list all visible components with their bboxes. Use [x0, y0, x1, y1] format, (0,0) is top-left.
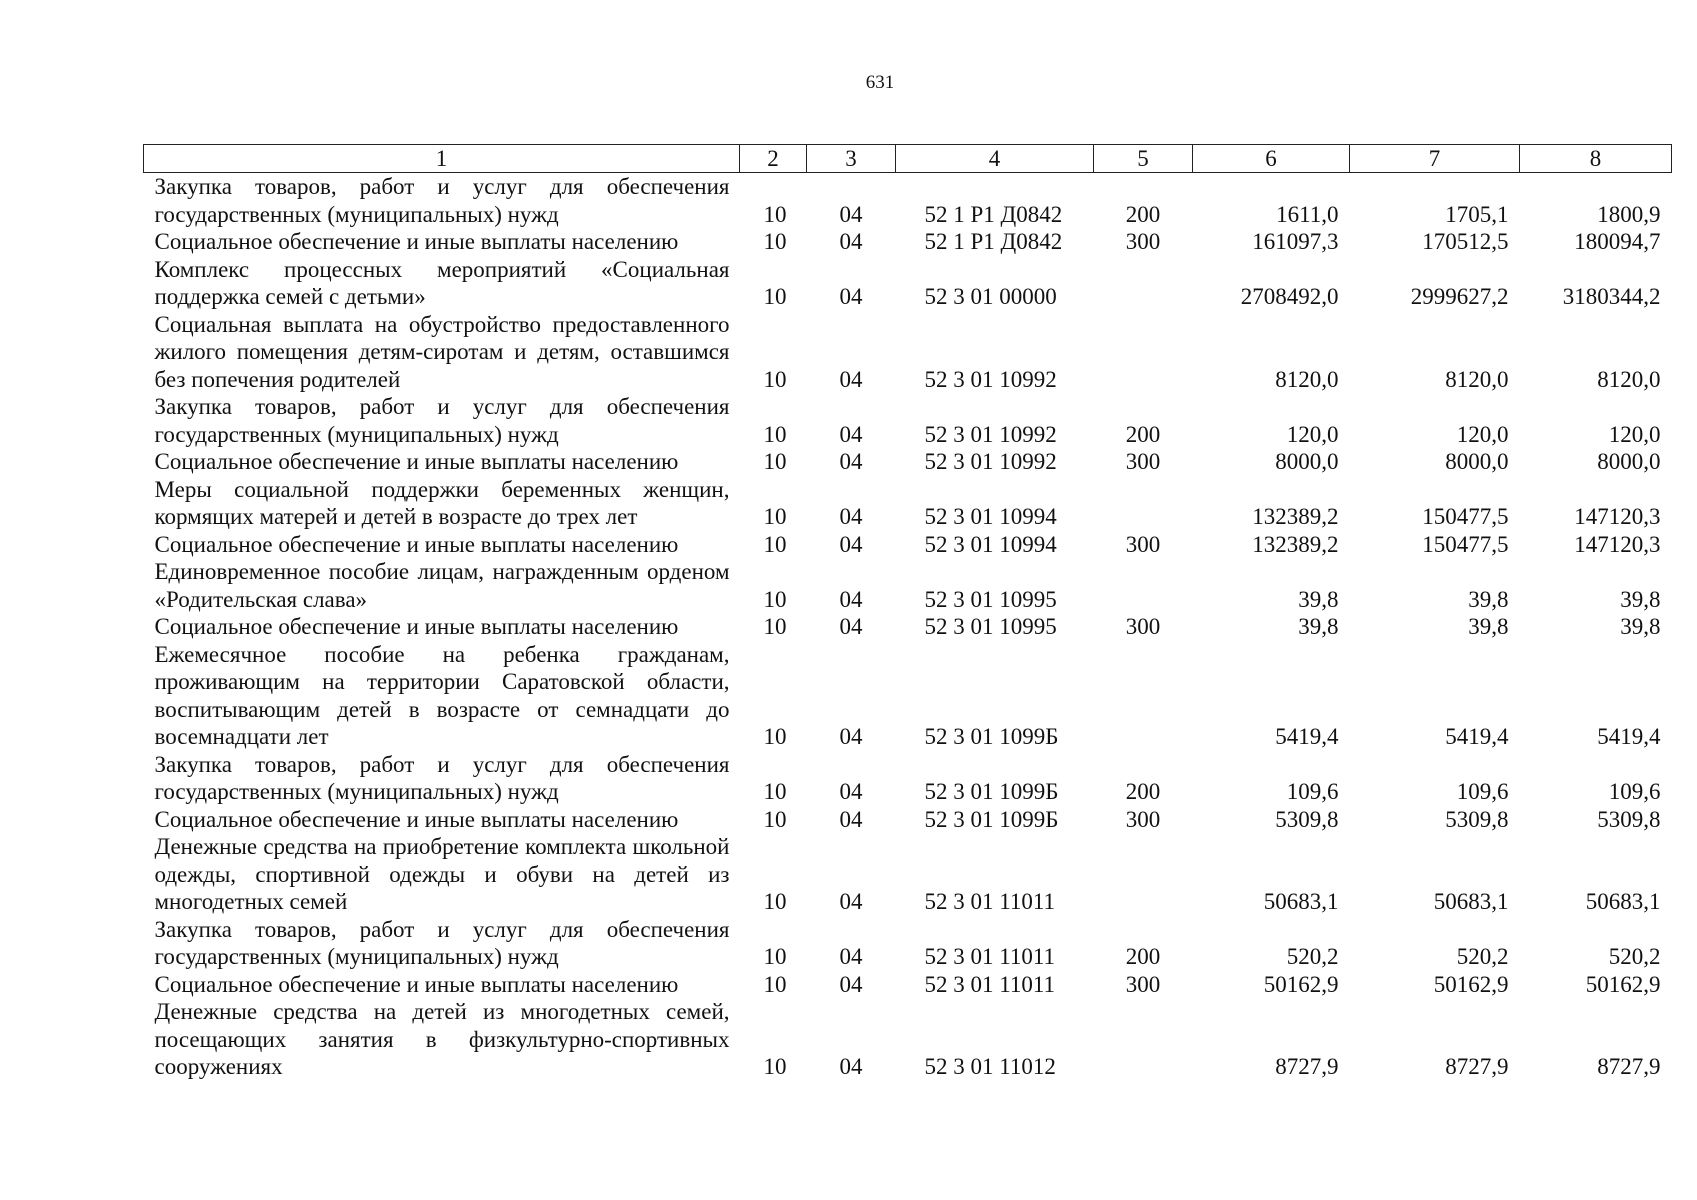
expense-type-code: 300 — [1125, 449, 1161, 474]
subsection-code: 04 — [839, 229, 863, 254]
subsection-code: 04 — [839, 504, 863, 529]
section-code: 10 — [763, 284, 787, 309]
amount-col-7: 39,8 — [1468, 586, 1509, 612]
amount-col-7: 150477,5 — [1422, 531, 1509, 557]
section-code: 10 — [763, 531, 787, 557]
amount-col-7: 120,0 — [1456, 421, 1509, 447]
budget-table — [143, 144, 1672, 1081]
table-row — [144, 256, 1672, 311]
row-name: Закупка товаров, работ и услуг для обеспечения государственных (муниципальных) нужд — [154, 394, 730, 447]
expense-type-code: 300 — [1125, 971, 1161, 997]
section-code: 10 — [763, 971, 787, 997]
target-article-code: 52 3 01 10995 — [924, 614, 1057, 639]
amount-col-6: 5419,4 — [1275, 724, 1339, 749]
table-row — [144, 173, 1672, 229]
row-name: Закупка товаров, работ и услуг для обеспечения государственных (муниципальных) нужд — [154, 174, 730, 227]
amount-col-6: 8120,0 — [1275, 366, 1339, 392]
amount-col-7: 5309,8 — [1445, 806, 1509, 832]
amount-col-8: 50683,1 — [1585, 889, 1661, 914]
subsection-code: 04 — [839, 724, 863, 749]
section-code: 10 — [763, 779, 787, 804]
amount-col-6: 8000,0 — [1275, 449, 1339, 474]
row-name: Социальное обеспечение и иные выплаты населению — [154, 449, 679, 474]
table-row — [144, 448, 1672, 476]
table-row — [144, 476, 1672, 531]
column-header-6: 6 — [1193, 145, 1350, 173]
amount-col-8: 8120,0 — [1597, 366, 1661, 392]
table-row — [144, 558, 1672, 613]
section-code: 10 — [763, 201, 787, 227]
target-article-code: 52 3 01 00000 — [924, 284, 1057, 309]
section-code: 10 — [763, 806, 787, 832]
target-article-code: 52 3 01 1099Б — [924, 724, 1059, 749]
expense-type-code: 200 — [1125, 201, 1161, 227]
table-row — [144, 393, 1672, 448]
target-article-code: 52 3 01 10992 — [924, 366, 1057, 392]
row-name: Социальное обеспечение и иные выплаты населению — [154, 614, 679, 639]
target-article-code: 52 3 01 10992 — [924, 449, 1057, 474]
target-article-code: 52 3 01 11011 — [924, 889, 1056, 914]
section-code: 10 — [763, 449, 787, 474]
amount-col-6: 8727,9 — [1275, 1054, 1339, 1079]
row-name: Закупка товаров, работ и услуг для обеспечения государственных (муниципальных) нужд — [154, 751, 730, 804]
target-article-code: 52 3 01 10992 — [924, 421, 1057, 447]
target-article-code: 52 3 01 1099Б — [924, 779, 1059, 804]
table-row — [144, 833, 1672, 916]
subsection-code: 04 — [839, 201, 863, 227]
column-header-8: 8 — [1520, 145, 1672, 173]
table-row — [144, 971, 1672, 999]
subsection-code: 04 — [839, 889, 863, 914]
amount-col-8: 8000,0 — [1597, 449, 1661, 474]
table-row — [144, 228, 1672, 256]
target-article-code: 52 3 01 11011 — [924, 971, 1056, 997]
amount-col-8: 39,8 — [1620, 614, 1661, 639]
section-code: 10 — [763, 586, 787, 612]
amount-col-8: 3180344,2 — [1562, 284, 1661, 309]
target-article-code: 52 3 01 11012 — [924, 1054, 1056, 1079]
table-row — [144, 998, 1672, 1081]
table-row — [144, 641, 1672, 751]
amount-col-7: 109,6 — [1456, 779, 1509, 804]
row-name: Ежемесячное пособие на ребенка гражданам, проживающим на территории Саратовской области, воспитывающим детей в возрасте от семнадцати до восемнадцати лет — [154, 641, 730, 749]
section-code: 10 — [763, 614, 787, 639]
column-header-1: 1 — [144, 145, 740, 173]
amount-col-8: 50162,9 — [1585, 971, 1661, 997]
subsection-code: 04 — [839, 806, 863, 832]
amount-col-7: 2999627,2 — [1410, 284, 1509, 309]
amount-col-7: 8120,0 — [1445, 366, 1509, 392]
target-article-code: 52 3 01 1099Б — [924, 806, 1059, 832]
amount-col-8: 5419,4 — [1597, 724, 1661, 749]
amount-col-8: 109,6 — [1608, 779, 1661, 804]
amount-col-6: 1611,0 — [1276, 201, 1339, 227]
expense-type-code — [1094, 256, 1193, 311]
column-header-4: 4 — [896, 145, 1094, 173]
subsection-code: 04 — [839, 366, 863, 392]
subsection-code: 04 — [839, 1054, 863, 1079]
amount-col-7: 8727,9 — [1445, 1054, 1509, 1079]
expense-type-code: 300 — [1125, 229, 1161, 254]
amount-col-7: 8000,0 — [1445, 449, 1509, 474]
row-name: Закупка товаров, работ и услуг для обеспечения государственных (муниципальных) нужд — [154, 916, 730, 969]
table-row — [144, 916, 1672, 971]
row-name: Социальное обеспечение и иные выплаты населению — [154, 806, 679, 832]
amount-col-8: 8727,9 — [1597, 1054, 1661, 1079]
subsection-code: 04 — [839, 531, 863, 557]
row-name: Единовременное пособие лицам, награжденным орденом «Родительская слава» — [154, 559, 730, 612]
amount-col-6: 109,6 — [1286, 779, 1339, 804]
table-row — [144, 311, 1672, 394]
target-article-code: 52 3 01 11011 — [924, 944, 1056, 969]
section-code: 10 — [763, 944, 787, 969]
target-article-code: 52 3 01 10994 — [924, 531, 1057, 557]
amount-col-8: 520,2 — [1608, 944, 1661, 969]
amount-col-6: 50162,9 — [1263, 971, 1339, 997]
amount-col-6: 161097,3 — [1252, 229, 1339, 254]
amount-col-7: 5419,4 — [1445, 724, 1509, 749]
table-row — [144, 751, 1672, 806]
section-code: 10 — [763, 724, 787, 749]
amount-col-6: 520,2 — [1286, 944, 1339, 969]
subsection-code: 04 — [839, 971, 863, 997]
amount-col-8: 147120,3 — [1574, 531, 1661, 557]
expense-type-code: 200 — [1125, 779, 1161, 804]
expense-type-code: 200 — [1125, 944, 1161, 969]
amount-col-7: 1705,1 — [1445, 201, 1509, 227]
subsection-code: 04 — [839, 586, 863, 612]
amount-col-8: 5309,8 — [1597, 806, 1661, 832]
expense-type-code: 300 — [1125, 614, 1161, 639]
section-code: 10 — [763, 366, 787, 392]
section-code: 10 — [763, 1054, 787, 1079]
subsection-code: 04 — [839, 614, 863, 639]
expense-type-code — [1094, 641, 1193, 751]
amount-col-7: 150477,5 — [1422, 504, 1509, 529]
row-name: Социальное обеспечение и иные выплаты населению — [154, 971, 679, 997]
table-row — [144, 806, 1672, 834]
table-header — [144, 145, 1672, 173]
amount-col-6: 50683,1 — [1263, 889, 1339, 914]
row-name: Денежные средства на приобретение комплекта школьной одежды, спортивной одежды и обуви на детей из многодетных семей — [154, 834, 730, 914]
target-article-code: 52 1 Р1 Д0842 — [924, 229, 1063, 254]
amount-col-7: 170512,5 — [1422, 229, 1509, 254]
subsection-code: 04 — [839, 449, 863, 474]
amount-col-8: 39,8 — [1620, 586, 1661, 612]
amount-col-6: 120,0 — [1286, 421, 1339, 447]
subsection-code: 04 — [839, 284, 863, 309]
amount-col-6: 39,8 — [1298, 586, 1339, 612]
column-header-3: 3 — [807, 145, 896, 173]
row-name: Денежные средства на детей из многодетных семей, посещающих занятия в физкультурно-спортивных сооружениях — [154, 999, 730, 1079]
amount-col-7: 39,8 — [1468, 614, 1509, 639]
section-code: 10 — [763, 889, 787, 914]
row-name: Меры социальной поддержки беременных женщин, кормящих матерей и детей в возрасте до трех лет — [154, 476, 730, 529]
column-header-5: 5 — [1094, 145, 1193, 173]
amount-col-6: 2708492,0 — [1240, 284, 1339, 309]
target-article-code: 52 1 Р1 Д0842 — [924, 201, 1063, 227]
table-body — [144, 173, 1672, 1081]
amount-col-6: 39,8 — [1298, 614, 1339, 639]
amount-col-7: 50683,1 — [1433, 889, 1509, 914]
amount-col-6: 5309,8 — [1275, 806, 1339, 832]
subsection-code: 04 — [839, 421, 863, 447]
section-code: 10 — [763, 229, 787, 254]
target-article-code: 52 3 01 10995 — [924, 586, 1057, 612]
table-row — [144, 531, 1672, 559]
expense-type-code — [1094, 998, 1193, 1081]
amount-col-7: 50162,9 — [1433, 971, 1509, 997]
amount-col-7: 520,2 — [1456, 944, 1509, 969]
column-header-7: 7 — [1350, 145, 1520, 173]
expense-type-code — [1094, 311, 1193, 394]
expense-type-code: 300 — [1125, 531, 1161, 557]
row-name: Социальное обеспечение и иные выплаты населению — [154, 531, 679, 557]
subsection-code: 04 — [839, 944, 863, 969]
page-number: 631 — [865, 72, 895, 93]
column-header-2: 2 — [740, 145, 807, 173]
row-name: Социальная выплата на обустройство предоставленного жилого помещения детям-сиротам и детям, оставшимся без попечения родителей — [154, 311, 730, 392]
expense-type-code — [1094, 558, 1193, 613]
expense-type-code: 200 — [1125, 421, 1161, 447]
section-code: 10 — [763, 504, 787, 529]
amount-col-8: 180094,7 — [1574, 229, 1661, 254]
row-name: Комплекс процессных мероприятий «Социальная поддержка семей с детьми» — [154, 256, 730, 309]
row-name: Социальное обеспечение и иные выплаты населению — [154, 229, 679, 254]
header-row — [144, 145, 1672, 173]
expense-type-code — [1094, 476, 1193, 531]
amount-col-8: 1800,9 — [1597, 201, 1661, 227]
amount-col-8: 120,0 — [1608, 421, 1661, 447]
section-code: 10 — [763, 421, 787, 447]
target-article-code: 52 3 01 10994 — [924, 504, 1057, 529]
expense-type-code: 300 — [1125, 806, 1161, 832]
expense-type-code — [1094, 833, 1193, 916]
amount-col-8: 147120,3 — [1574, 504, 1661, 529]
amount-col-6: 132389,2 — [1252, 504, 1339, 529]
subsection-code: 04 — [839, 779, 863, 804]
amount-col-6: 132389,2 — [1252, 531, 1339, 557]
table-row — [144, 613, 1672, 641]
